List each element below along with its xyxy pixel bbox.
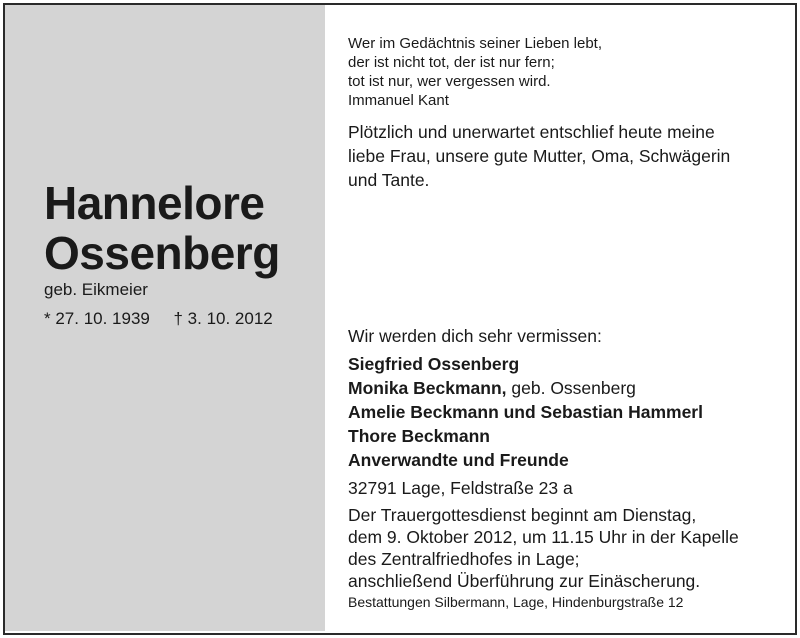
quote-line: tot ist nur, wer vergessen wird.: [348, 73, 551, 90]
family-member: Thore Beckmann: [348, 426, 490, 446]
intro-line: Plötzlich und unerwartet entschlief heute meine: [348, 122, 715, 142]
family-member: Siegfried Ossenberg: [348, 354, 520, 374]
death-date: † 3. 10. 2012: [173, 309, 273, 328]
birth-date: * 27. 10. 1939: [44, 309, 150, 328]
family-member: [348, 376, 703, 400]
maiden-name: geb. Eikmeier: [44, 280, 148, 299]
service-line: dem 9. Oktober 2012, um 11.15 Uhr in der Kapelle: [348, 527, 739, 547]
service-info: [348, 504, 739, 592]
quote: [348, 34, 602, 110]
service-line: Der Trauergottesdienst beginnt am Dienstag,: [348, 505, 697, 525]
service-line: anschließend Überführung zur Einäscherung.: [348, 571, 701, 591]
quote-line: Wer im Gedächtnis seiner Lieben lebt,: [348, 35, 603, 52]
life-dates: [44, 309, 273, 329]
first-name: Hannelore: [44, 177, 265, 229]
family-member-name: Monika Beckmann,: [348, 378, 507, 398]
last-name: Ossenberg: [44, 227, 280, 279]
family-member: Amelie Beckmann und Sebastian Hammerl: [348, 402, 703, 422]
intro-line: liebe Frau, unsere gute Mutter, Oma, Schwägerin: [348, 146, 731, 166]
family-member: Anverwandte und Freunde: [348, 450, 569, 470]
deceased-name: [44, 178, 280, 278]
family-list: [348, 352, 703, 472]
service-line: des Zentralfriedhofes in Lage;: [348, 549, 580, 569]
miss-text: Wir werden dich sehr vermissen:: [348, 326, 602, 346]
quote-line: der ist nicht tot, der ist nur fern;: [348, 54, 555, 71]
funeral-home: Bestattungen Silbermann, Lage, Hindenburgstraße 12: [348, 594, 684, 610]
intro-text: [348, 120, 730, 192]
intro-line: und Tante.: [348, 170, 430, 190]
address: 32791 Lage, Feldstraße 23 a: [348, 478, 573, 498]
quote-author: Immanuel Kant: [348, 92, 449, 109]
family-member-maiden: geb. Ossenberg: [506, 378, 636, 398]
